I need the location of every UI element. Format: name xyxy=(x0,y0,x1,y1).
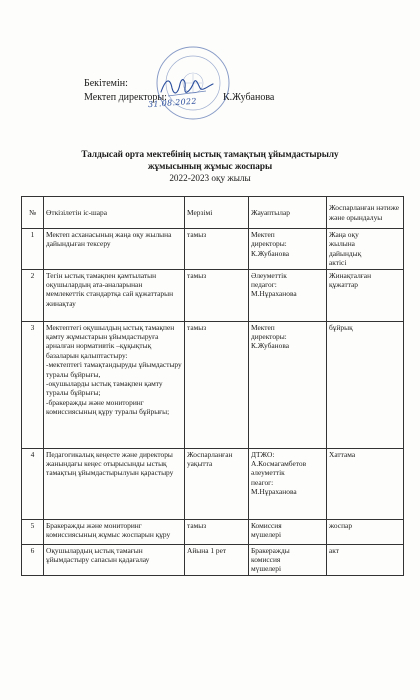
row-result: Хаттама xyxy=(327,448,404,519)
director-label: Мектеп директоры: xyxy=(84,92,167,103)
row-event: Мектеп асханасының жаңа оқу жылына дайындыған тексеру xyxy=(44,229,185,270)
row-responsible: Бракеражды комиссия мүшелері xyxy=(249,544,327,575)
row-term: тамыз xyxy=(185,321,249,448)
table-header-row xyxy=(22,197,404,229)
row-result: бұйрық xyxy=(327,321,404,448)
row-responsible: Мектеп директоры: К.Жубанова xyxy=(249,321,327,448)
row-result: Жаңа оқу жылына дайындық актісі xyxy=(327,229,404,270)
header-term: Мерзімі xyxy=(185,197,249,229)
table-row xyxy=(22,269,404,321)
row-event: Мектептегі оқушылдың ыстық тамақпен қамту жұмыстарын ұйымдастыруға арналған нормативтік –құқықтық базаларын қалыптастыру: -мектептегі тамақтандыруды ұйымдастыру туралы бұйрығы, -оқушыларды ыстық тамақпен қамту туралы бұйрығы; -бракеражды және мониторинг комиссиясының құру туралы бұйрығы; xyxy=(44,321,185,448)
title-line-2: жұмысының жұмыс жоспары xyxy=(147,161,273,171)
row-num: 5 xyxy=(22,519,44,544)
table-row xyxy=(22,544,404,575)
table-row xyxy=(22,321,404,448)
signature-date: 31.08.2022 xyxy=(147,96,198,110)
row-num: 3 xyxy=(22,321,44,448)
row-term: Айына 1 рет xyxy=(185,544,249,575)
row-num: 2 xyxy=(22,269,44,321)
row-result: жоспар xyxy=(327,519,404,544)
row-responsible: Әлеуметтік педагог: М.Нұраханова xyxy=(249,269,327,321)
row-event: Педагогикалық кеңесте және директоры жанындағы кеңес отырысынды ыстық тамақтың ұйымдастырылуын қарастыру xyxy=(44,448,185,519)
row-responsible: Комиссия мүшелері xyxy=(249,519,327,544)
row-event: Бракеражды және мониторинг комиссиясының жұмыс жоспарын құру xyxy=(44,519,185,544)
approval-label: Бекітемін: xyxy=(84,78,128,89)
table-row xyxy=(22,519,404,544)
header-event: Өткізілетін іс-шара xyxy=(44,197,185,229)
row-num: 4 xyxy=(22,448,44,519)
row-num: 1 xyxy=(22,229,44,270)
header-responsible: Жауаптылар xyxy=(249,197,327,229)
row-responsible: ДТЖО: А.Космагамбетов әлеуметтік пеагог: М.Нұраханова xyxy=(249,448,327,519)
table-row xyxy=(22,229,404,270)
header-num: № xyxy=(22,197,44,229)
document-title xyxy=(0,148,420,185)
row-event: Оқушылардың ыстық тамағын ұйымдастыру сапасын қадағалау xyxy=(44,544,185,575)
row-term: тамыз xyxy=(185,519,249,544)
title-line-1: Талдысай орта мектебінің ыстық тамақтың ұйымдастырылу xyxy=(81,149,339,159)
row-result: Жинақталған құжаттар xyxy=(327,269,404,321)
row-term: тамыз xyxy=(185,229,249,270)
row-responsible: Мектеп директоры: К.Жубанова xyxy=(249,229,327,270)
row-term: тамыз xyxy=(185,269,249,321)
plan-table xyxy=(21,196,404,576)
row-num: 6 xyxy=(22,544,44,575)
table-row xyxy=(22,448,404,519)
header-result: Жоспарланған нәтиже және орындалуы xyxy=(327,197,404,229)
row-result: акт xyxy=(327,544,404,575)
row-event: Тегін ыстық тамақпен қамтылатын оқушылардың ата-аналарынан мемлекеттік стандартқа сай құжаттарын жинақтау xyxy=(44,269,185,321)
academic-year: 2022-2023 оқу жылы xyxy=(169,173,251,183)
row-term: Жоспарланған уақытта xyxy=(185,448,249,519)
director-name: К.Жубанова xyxy=(222,92,275,103)
